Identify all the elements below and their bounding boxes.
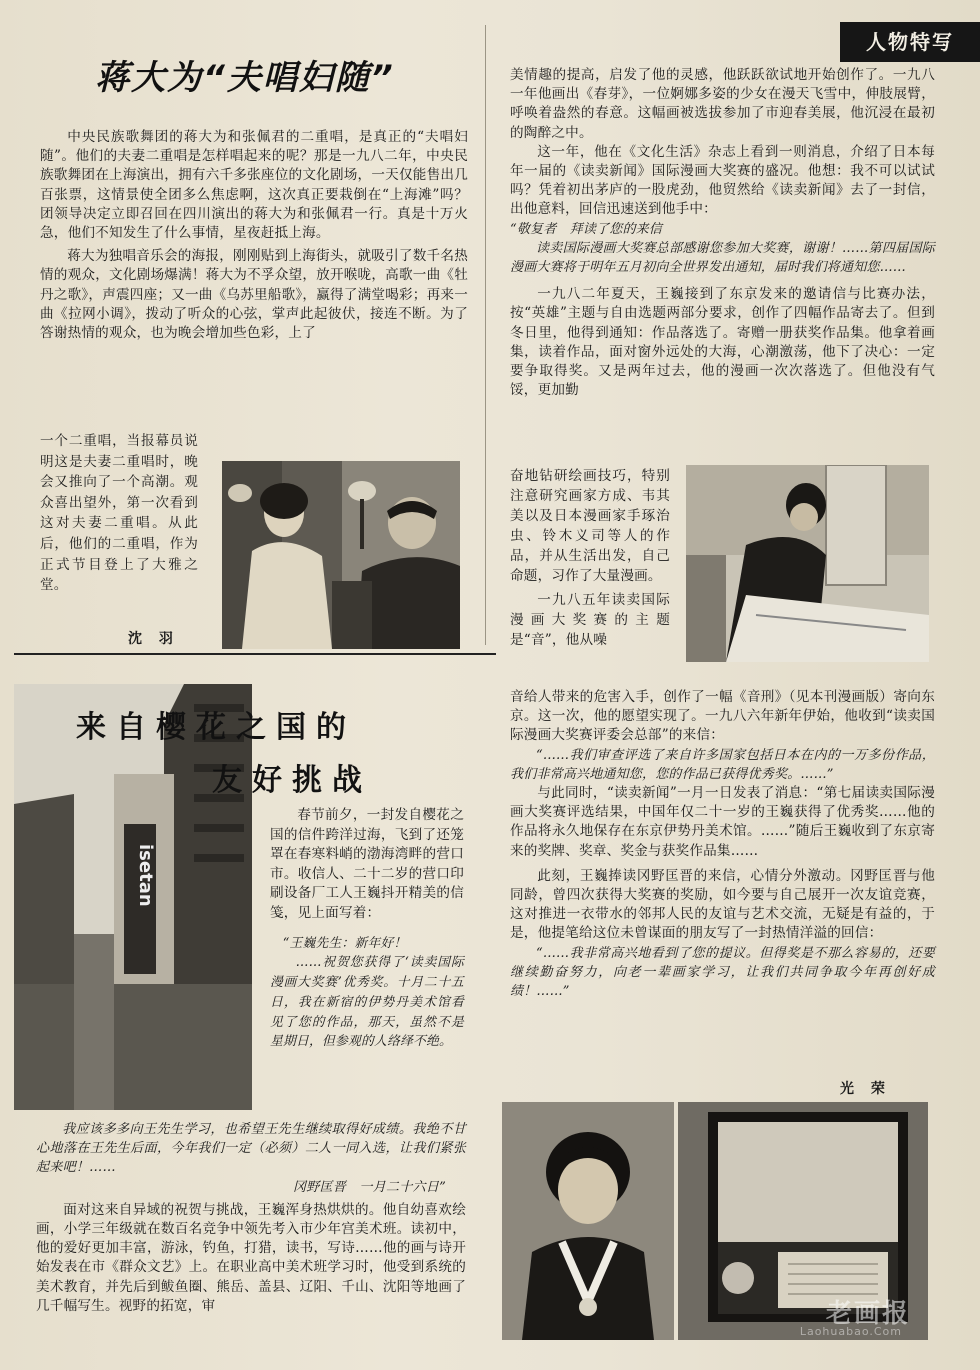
article1-body-side	[40, 431, 198, 596]
right-paragraph-8: 此刻，王巍捧读冈野匡晋的来信，心情分外激动。冈野匡晋与他同龄，曾四次获得大奖赛的奖励，如今要与自己展开一次友谊竞赛，这对推进一衣带水的邻邦人民的友谊与艺术交流，无疑是有益的，于是，他提笔给这位未曾谋面的朋友写了一封热情洋溢的回信：	[510, 867, 935, 942]
street-photo	[14, 684, 252, 1110]
right-paragraph-5: 一九八五年读卖国际漫画大奖赛的主题是“音”，他从噪	[510, 592, 670, 648]
street-photo-image	[14, 684, 252, 1110]
right-paragraph-7: 与此同时，“读卖新闻”一月一日发表了消息：“第七届读卖国际漫画大奖赛评选结果，中国年仅二十一岁的王巍获得了优秀奖……他的作品将永久地保存在东京伊势丹美术馆。……”随后王巍收到了东京寄来的奖牌、奖章、奖金与获奖作品集……	[510, 785, 935, 859]
right-paragraph-3: 一九八二年夏天，王巍接到了东京发来的邀请信与比赛办法，按“英雄”主题与自由选题两部分要求，创作了四幅作品寄去了。但到冬日里，他得到通知：作品落选了。寄赠一册获奖作品集。他拿着画集，读着作品，面对窗外远处的大海，心潮激荡，他下了决心：一定要争取得奖。又是两年过去，他的漫画一次次落选了。但他没有气馁，更加勤	[510, 286, 935, 399]
column-divider	[485, 25, 486, 645]
right-paragraph-1: 美情趣的提高，启发了他的灵感，他跃跃欲试地开始创作了。一九八一年他画出《春芽》，一位婀娜多姿的少女在漫天飞雪中，伸肢展臂，呼唤着盎然的春意。这幅画被选拔参加了市迎春美展，他沉浸在最初的陶醉之中。	[510, 67, 935, 141]
right-letter-head: “敬复者 拜读了您的来信	[510, 221, 663, 237]
right-paragraph-6: 音给人带来的危害入手，创作了一幅《音刑》（见本刊漫画版）寄向东京。这一次，他的愿望实现了。一九八六年新年伊始，他收到“读卖国际漫画大奖赛评委会总部”的来信：	[510, 689, 935, 744]
right-letter-3: “……我非常高兴地看到了您的提议。但得奖是不那么容易的，还要继续勤奋努力，向老一辈画家学习，让我们共同争取今年再创好成绩！……”	[510, 945, 935, 1000]
article2-title-line1: 来自樱花之国的	[76, 710, 356, 745]
right-paragraph-4: 奋地钻研绘画技巧，特别注意研究画家方成、韦其美以及日本漫画家手琢治虫、铃木义司等人的作品，并从生活出发，自己命题，习作了大量漫画。	[510, 468, 670, 584]
letter-greeting: “王巍先生：新年好！	[282, 935, 407, 951]
section-divider	[14, 653, 496, 655]
portrait-photo	[502, 1102, 674, 1340]
article2-body-right-top	[510, 66, 935, 400]
article2-paragraph-2: 面对这来自异域的祝贺与挑战，王巍浑身热烘烘的。他自幼喜欢绘画，小学三年级就在数百名竞争中领先考入市少年宫美术班。读初中，他的爱好更加丰富，游泳，钓鱼，打猎，读书，写诗……他的画与诗开始发表在市《群众文艺》上。在职业高中美术班学习时，他受到系统的美术教育，并先后到鲅鱼圈、熊岳、盖县、辽阳、千山、沈阳等地画了几千幅写生。视野的拓宽，审	[36, 1201, 466, 1314]
portrait-photo-image	[502, 1102, 674, 1340]
watermark-url: Laohuabao.Com	[799, 1325, 902, 1338]
article1-paragraph-1: 中央民族歌舞团的蒋大为和张佩君的二重唱，是真正的“夫唱妇随”。他们的夫妻二重唱是怎样唱起来的呢？那是一九八二年，中央民族歌舞团在上海演出，拥有六千多张座位的文化剧场，一天仅能售出几百张票，这情景使全团多么焦虑啊，这次真正要栽倒在“上海滩”吗？团领导决定立即召回在四川演出的蒋大为和张佩君一行。真是十万火急，他们不知发生了什么事情，星夜赶抵上海。	[40, 129, 468, 242]
right-paragraph-2: 这一年，他在《文化生活》杂志上看到一则消息，介绍了日本每年一届的《读卖新闻》国际漫画大奖赛的盛况。他想：我不可以试试吗？凭着初出茅庐的一股虎劲，他贸然给《读卖新闻》去了一封信，出他意料，回信迅速送到他手中：	[510, 143, 935, 218]
artist-desk-photo-image	[686, 465, 929, 662]
award-photo	[678, 1102, 928, 1340]
article1-paragraph-3: 一个二重唱，当报幕员说明这是夫妻二重唱时，晚会又推向了一个高潮。观众喜出望外，第一次看到这对夫妻二重唱。从此后，他们的二重唱，作为正式节目登上了大雅之堂。	[40, 433, 198, 594]
article2-body-right-bottom	[510, 688, 935, 1001]
artist-desk-photo	[686, 465, 929, 662]
isetan-sign: isetan	[135, 844, 156, 907]
article1-title: 蒋大为“夫唱妇随”	[95, 58, 395, 98]
watermark-logo: 老画报	[825, 1299, 910, 1329]
article2-title-line2: 友好挑战	[212, 763, 372, 798]
letter-continuation: 我应该多多向王先生学习，也希望王先生继续取得好成绩。我绝不甘心地落在王先生后面，今年我们一定（必须）二人一同入选，让我们紧张起来吧！……	[36, 1122, 466, 1176]
article2-paragraph-1: 春节前夕，一封发自樱花之国的信件跨洋过海，飞到了还笼罩在春寒料峭的渤海湾畔的营口市。收信人、二十二岁的营口印刷设备厂工人王巍抖开精美的信笺，见上面写着：	[270, 807, 464, 921]
article2-author: 光 荣	[840, 1081, 891, 1097]
couple-photo-image	[222, 461, 460, 649]
article1-paragraph-2: 蒋大为独唱音乐会的海报，刚刚贴到上海街头，就吸引了数千名热情的观众，文化剧场爆满！蒋大为不孚众望，放开喉咙，高歌一曲《牡丹之歌》，声震四座；又一曲《乌苏里船歌》，赢得了满堂喝彩；再来一曲《拉网小调》，拨动了听众的心弦，掌声此起彼伏，接连不断。为了答谢热情的观众，也为晚会增加些色彩，上了	[40, 248, 468, 342]
right-letter-2: “……我们审查评选了来自许多国家包括日本在内的一万多份作品，我们非常高兴地通知您，您的作品已获得优秀奖。……”	[510, 747, 935, 782]
article2-intro	[270, 806, 464, 1052]
section-tag: 人物特写	[840, 22, 980, 62]
article1-body-top	[40, 128, 468, 343]
right-letter-body: 读卖国际漫画大奖赛总部感谢您参加大奖赛，谢谢！……第四届国际漫画大赛将于明年五月初向全世界发出通知，届时我们将通知您……	[510, 240, 935, 276]
letter-signature: 冈野匡晋 一月二十六日”	[292, 1179, 446, 1195]
article1-author: 沈 羽	[128, 631, 179, 647]
letter-body: ……祝贺您获得了‘读卖国际漫画大奖赛’优秀奖。十月二十五日，我在新宿的伊势丹美术馆看见了您的作品，那天，虽然不是星期日，但参观的人络绎不绝。	[270, 955, 464, 1050]
article2-body-right-side	[510, 466, 670, 650]
couple-photo	[222, 461, 460, 649]
article2-body-left	[36, 1120, 466, 1316]
